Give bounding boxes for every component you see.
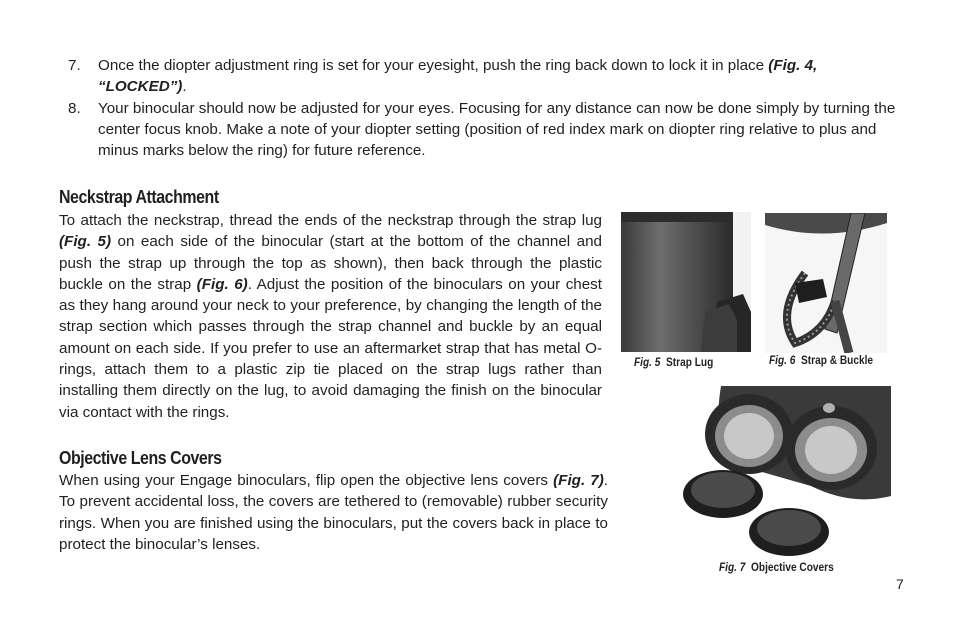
step-list <box>68 55 898 162</box>
objective-covers-photo <box>681 386 891 558</box>
strap-buckle-photo <box>765 213 887 353</box>
step-text: Once the diopter adjustment ring is set for your eyesight, push the ring back down to lock it in place (Fig. 4, “LOCKED”). <box>98 57 818 95</box>
figure-reference: (Fig. 6) <box>196 275 248 293</box>
figure-reference: (Fig. 4, “LOCKED”) <box>98 57 818 95</box>
figure-label: Objective Covers <box>751 562 834 574</box>
figure-number: Fig. 6 <box>769 355 796 367</box>
neckstrap-heading: Neckstrap Attachment <box>59 186 219 207</box>
step-text: Your binocular should now be adjusted for your eyes. Focusing for any distance can now be done simply by turning the center focus knob. Make a note of your diopter setting (position of red index mark on diopter ring relative to plus and minus marks below the ring) for future reference. <box>98 100 896 159</box>
figure-label: Strap Lug <box>666 357 714 369</box>
figure-caption <box>634 357 713 369</box>
step-number: 7. <box>68 57 81 74</box>
figure-caption <box>769 355 873 367</box>
figure-number: Fig. 7 <box>719 562 746 574</box>
figure-reference: (Fig. 7) <box>553 472 604 489</box>
figure-number: Fig. 5 <box>634 357 661 369</box>
page-number: 7 <box>896 576 904 592</box>
covers-heading: Objective Lens Covers <box>59 447 222 468</box>
step-number: 8. <box>68 100 81 117</box>
figure-caption <box>719 562 834 574</box>
list-item <box>68 55 898 97</box>
neckstrap-paragraph: To attach the neckstrap, thread the ends of the neckstrap through the strap lug (Fig. 5) on each side of the binocular (start at the bottom of the channel and push the strap up through the top as shown), then back through the plastic buckle on the strap (Fig. 6). Adjust the position of the binoculars on your chest as they hang around your neck to your preference, by changing the length of the strap section which passes through the strap channel and buckle by an equal amount on each side. If you prefer to use an aftermarket strap that has metal O-rings, attach them to a plastic zip tie placed on the strap lugs rather than installing them directly on the lug, to avoid damaging the finish on the binocular via contact with the rings. <box>59 212 603 421</box>
list-item <box>68 98 898 161</box>
figure-label: Strap & Buckle <box>801 355 874 367</box>
covers-paragraph: When using your Engage binoculars, flip open the objective lens covers (Fig. 7). To prevent accidental loss, the covers are tethered to (removable) rubber security rings. When you are finished using the binoculars, put the covers back in place to protect the binocular’s lenses. <box>59 472 608 553</box>
figure-reference: (Fig. 5) <box>59 233 112 251</box>
strap-lug-photo <box>621 212 751 352</box>
